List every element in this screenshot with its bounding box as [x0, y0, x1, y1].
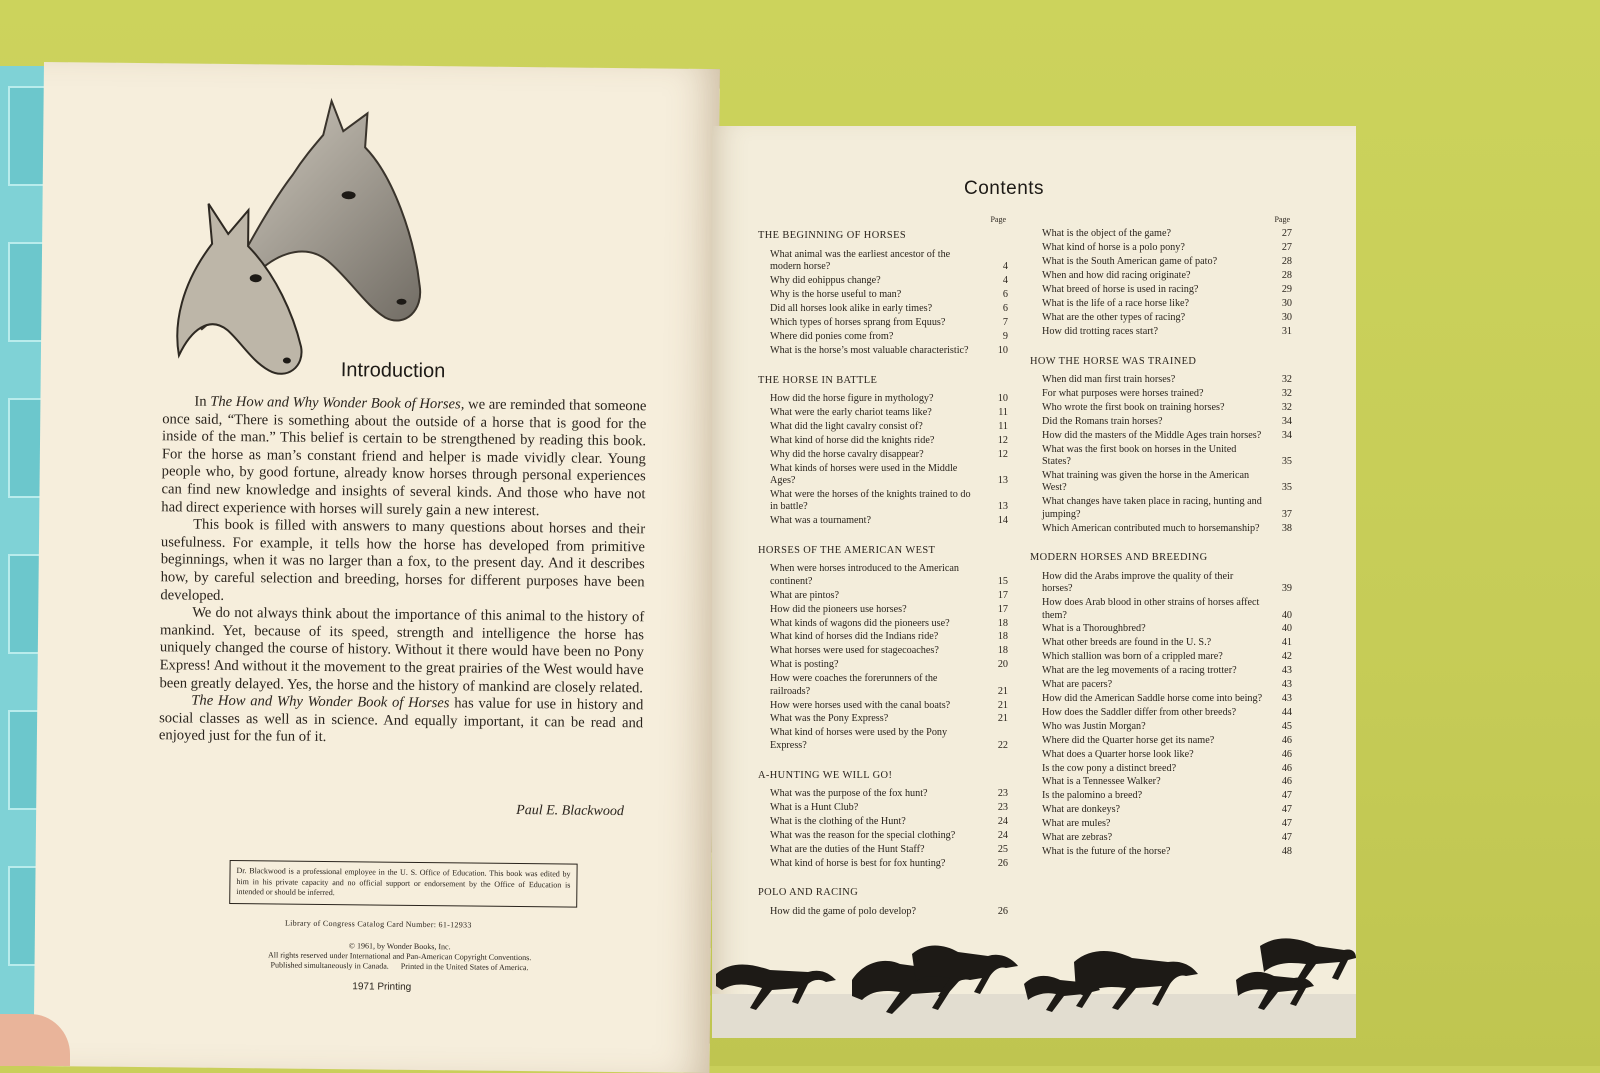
left-page-introduction — [33, 62, 719, 1073]
intro-paragraph — [160, 516, 645, 609]
introduction-heading: Introduction — [340, 359, 446, 383]
intro-text: We do not always think about the importance of this animal to the history of mankind. Yet, because of its speed, strength and intelligence the horse has uniquely changed the course of history. Without it there would have been no Pony Express! And without it the movement to the great prairies of the West would have been greatly delayed. Yes, the horse and the history of mankind are closely related. — [159, 604, 645, 696]
contents-question: When were horses introduced to the American continent? — [770, 563, 959, 587]
contents-question: What is the South American game of pato? — [1042, 256, 1218, 268]
contents-question: Which stallion was born of a crippled mare? — [1042, 651, 1223, 663]
contents-entry[interactable] — [758, 435, 1008, 447]
contents-entry[interactable] — [758, 303, 1008, 315]
contents-entry[interactable] — [758, 645, 1008, 657]
contents-entry[interactable] — [758, 618, 1008, 630]
contents-page-number: 18 — [997, 617, 1008, 629]
copyright-block — [225, 940, 575, 974]
contents-question: Did all horses look alike in early times? — [770, 302, 933, 314]
contents-entry[interactable] — [1030, 312, 1292, 324]
contents-page-number: 4 — [1002, 261, 1008, 273]
section-gap — [1030, 340, 1292, 352]
contents-entry[interactable] — [758, 249, 1008, 274]
contents-question: Why did eohippus change? — [770, 275, 881, 287]
contents-question: What are pacers? — [1042, 679, 1113, 691]
contents-page-number: 21 — [997, 713, 1008, 725]
contents-column-right — [1030, 214, 1292, 860]
contents-page-number: 18 — [997, 645, 1008, 657]
contents-entry[interactable] — [1030, 284, 1292, 296]
contents-question: Why did the horse cavalry disappear? — [770, 448, 924, 460]
contents-question: When and how did racing originate? — [1042, 270, 1191, 282]
contents-question: What is the clothing of the Hunt? — [770, 815, 906, 827]
contents-entry[interactable] — [1030, 832, 1292, 844]
contents-question: What changes have taken place in racing, hunting and jumping? — [1042, 496, 1262, 520]
contents-page-number: 24 — [997, 815, 1008, 827]
contents-question: How does Arab blood in other strains of horses affect them? — [1042, 597, 1260, 621]
contents-page-number: 18 — [997, 631, 1008, 643]
contents-entry[interactable] — [1030, 298, 1292, 310]
contents-question: What was the Pony Express? — [770, 713, 889, 725]
contents-page-number: 46 — [1281, 734, 1292, 746]
contents-page-number: 31 — [1281, 325, 1292, 337]
contents-page-number: 39 — [1281, 583, 1292, 595]
contents-entry[interactable] — [758, 659, 1008, 671]
disclaimer-box: Dr. Blackwood is a professional employee in the U. S. Office of Education. This book was edited by him in his private capacity and no official support or endorsement by the Office of Education is intended or should be inferred. — [229, 860, 577, 907]
contents-entry[interactable] — [1030, 665, 1292, 677]
contents-entry[interactable] — [1030, 763, 1292, 775]
contents-question: What kind of horses did the Indians ride? — [770, 631, 939, 643]
contents-page-number: 12 — [997, 434, 1008, 446]
contents-page-number: 47 — [1281, 832, 1292, 844]
contents-page-number: 30 — [1281, 311, 1292, 323]
contents-entry[interactable] — [1030, 402, 1292, 414]
contents-entry[interactable] — [1030, 651, 1292, 663]
contents-page-number: 47 — [1281, 790, 1292, 802]
contents-entry[interactable] — [1030, 693, 1292, 705]
contents-question: How did the Arabs improve the quality of their horses? — [1042, 570, 1234, 595]
contents-entry[interactable] — [758, 700, 1008, 712]
contents-section-heading: MODERN HORSES AND BREEDING — [1030, 552, 1208, 564]
contents-page-number: 22 — [997, 739, 1008, 751]
contents-question: What was the purpose of the fox hunt? — [770, 788, 928, 800]
contents-entry[interactable] — [1030, 523, 1292, 535]
contents-question: How does the Saddler differ from other breeds? — [1042, 706, 1237, 718]
contents-page-number: 12 — [997, 448, 1008, 460]
contents-question: What animal was the earliest ancestor of the modern horse? — [770, 248, 951, 273]
contents-question: What is a Thoroughbred? — [1042, 623, 1146, 635]
contents-question: How were horses used with the canal boats? — [770, 699, 951, 711]
contents-page-number: 25 — [997, 843, 1008, 855]
contents-page-number: 40 — [1281, 609, 1292, 621]
contents-entry[interactable] — [1030, 571, 1292, 596]
contents-question: What kinds of wagons did the pioneers use? — [770, 617, 950, 629]
contents-question: What were the horses of the knights trained to do in battle? — [770, 488, 971, 513]
contents-page-number: 28 — [1281, 270, 1292, 282]
contents-page-number: 34 — [1281, 429, 1292, 441]
contents-question: How did the game of polo develop? — [770, 905, 916, 917]
contents-page-number: 11 — [998, 406, 1008, 418]
contents-entry[interactable] — [1030, 242, 1292, 254]
contents-section-heading: HORSES OF THE AMERICAN WEST — [758, 545, 936, 557]
contents-entry[interactable] — [758, 463, 1008, 488]
contents-question: What kind of horses were used by the Pony Express? — [770, 727, 948, 751]
contents-section-heading: THE HORSE IN BATTLE — [758, 374, 878, 386]
contents-question: How did the pioneers use horses? — [770, 603, 907, 615]
contents-section-heading: THE BEGINNING OF HORSES — [758, 230, 907, 242]
contents-question: What are donkeys? — [1042, 804, 1121, 816]
copyright-line: Published simultaneously in Canada. Printed in the United States of America. — [270, 960, 529, 973]
contents-page-number: 6 — [1002, 302, 1008, 314]
contents-page-number: 47 — [1281, 818, 1292, 830]
contents-question: What kind of horse is best for fox hunting? — [770, 857, 946, 869]
contents-page-number: 15 — [997, 575, 1008, 587]
intro-text: we are reminded that someone once said, “There is something about the outside of a horse that is good for the inside of the man.” This belief is certain to be strengthened by reading this book. For the horse as man’s constant friend and helper is made vividly clear. Young people who, by good fortune, already know horses through personal experiences can find new knowledge and insights of several kinds. And those who have not had direct experience with horses will surely gain a new interest. — [161, 396, 647, 519]
contents-entry[interactable] — [758, 816, 1008, 828]
contents-page-number: 46 — [1281, 762, 1292, 774]
contents-entry[interactable] — [758, 275, 1008, 287]
contents-page-number: 27 — [1281, 228, 1292, 240]
contents-entry[interactable] — [1030, 228, 1292, 240]
copyright-line: All rights reserved under International and Pan-American Copyright Conventions. — [267, 950, 532, 963]
contents-page-number: 43 — [1281, 665, 1292, 677]
contents-entry[interactable] — [758, 331, 1008, 343]
intro-text: In — [194, 393, 211, 410]
contents-entry[interactable] — [758, 802, 1008, 814]
contents-entry[interactable] — [758, 788, 1008, 800]
contents-entry[interactable] — [1030, 597, 1292, 622]
contents-page-number: 47 — [1281, 804, 1292, 816]
contents-entry[interactable] — [758, 858, 1008, 870]
contents-question: What are the leg movements of a racing trotter? — [1042, 665, 1237, 677]
section-gap — [758, 754, 1008, 766]
contents-question: What did the light cavalry consist of? — [770, 420, 923, 432]
contents-question: Where did the Quarter horse get its name? — [1042, 734, 1215, 746]
contents-entry[interactable] — [1030, 388, 1292, 400]
contents-page-number: 45 — [1281, 720, 1292, 732]
contents-entry[interactable] — [1030, 623, 1292, 635]
contents-entry[interactable] — [1030, 846, 1292, 858]
contents-page-number: 27 — [1281, 242, 1292, 254]
contents-entry[interactable] — [1030, 416, 1292, 428]
contents-entry[interactable] — [1030, 804, 1292, 816]
contents-question: What training was given the horse in the American West? — [1042, 469, 1250, 494]
contents-entry[interactable] — [758, 906, 1008, 918]
contents-entry[interactable] — [1030, 776, 1292, 788]
contents-entry[interactable] — [758, 407, 1008, 419]
contents-page-number: 21 — [997, 699, 1008, 711]
intro-paragraph — [159, 692, 644, 750]
contents-page-number: 20 — [997, 659, 1008, 671]
contents-question: How did the horse figure in mythology? — [770, 392, 934, 404]
contents-page-number: 26 — [997, 857, 1008, 869]
contents-question: What are zebras? — [1042, 832, 1113, 844]
contents-question: What is the object of the game? — [1042, 228, 1171, 240]
contents-page-number: 23 — [997, 788, 1008, 800]
contents-entry[interactable] — [758, 604, 1008, 616]
contents-entry[interactable] — [758, 673, 1008, 698]
section-gap — [758, 359, 1008, 371]
contents-question: What was the reason for the special clothing? — [770, 829, 956, 841]
contents-entry[interactable] — [1030, 679, 1292, 691]
contents-entry[interactable] — [1030, 444, 1292, 469]
contents-page-number: 35 — [1281, 456, 1292, 467]
contents-question: What is a Tennessee Walker? — [1042, 776, 1161, 788]
intro-paragraph — [159, 604, 644, 697]
contents-page-number: 7 — [1002, 316, 1008, 328]
contents-entry[interactable] — [1030, 818, 1292, 830]
contents-entry[interactable] — [1030, 374, 1292, 386]
right-page-contents — [712, 126, 1356, 1038]
contents-question: Is the cow pony a distinct breed? — [1042, 762, 1177, 774]
contents-question: Which types of horses sprang from Equus? — [770, 316, 946, 328]
contents-page-number: 30 — [1281, 297, 1292, 309]
author-signature: Paul E. Blackwood — [516, 802, 624, 820]
contents-question: How did trotting races start? — [1042, 325, 1158, 337]
contents-page-number: 44 — [1281, 706, 1292, 718]
contents-entry[interactable] — [1030, 270, 1292, 282]
contents-page-number: 4 — [1002, 275, 1008, 287]
contents-page-number: 29 — [1281, 284, 1292, 296]
contents-page-number: 11 — [998, 420, 1008, 432]
contents-entry[interactable] — [758, 590, 1008, 602]
contents-question: What kind of horse is a polo pony? — [1042, 242, 1185, 254]
contents-entry[interactable] — [1030, 707, 1292, 719]
contents-question: What was the first book on horses in the United States? — [1042, 443, 1237, 467]
contents-entry[interactable] — [1030, 430, 1292, 442]
contents-question: When did man first train horses? — [1042, 374, 1176, 386]
catalog-number: Library of Congress Catalog Card Number: 61-12933 — [284, 918, 472, 930]
contents-page-number: 32 — [1281, 387, 1292, 399]
contents-entry[interactable] — [758, 563, 1008, 588]
printing-year: 1971 Printing — [352, 981, 412, 993]
contents-page-number: 24 — [997, 829, 1008, 841]
contents-question: What horses were used for stagecoaches? — [770, 645, 939, 657]
contents-entry[interactable] — [758, 317, 1008, 329]
contents-question: What are the duties of the Hunt Staff? — [770, 843, 925, 855]
contents-entry[interactable] — [1030, 256, 1292, 268]
page-number-header: Page — [990, 215, 1006, 224]
contents-entry[interactable] — [1030, 326, 1292, 338]
contents-question: What were the early chariot teams like? — [770, 406, 932, 418]
contents-page-number: 26 — [997, 905, 1008, 917]
contents-question: What is a Hunt Club? — [770, 801, 859, 813]
contents-question: What kind of horse did the knights ride? — [770, 434, 935, 446]
contents-column-left — [758, 214, 1008, 920]
contents-question: What is the horse’s most valuable characteristic? — [770, 344, 969, 356]
contents-section-heading: POLO AND RACING — [758, 887, 859, 899]
contents-entry[interactable] — [1030, 637, 1292, 649]
contents-entry[interactable] — [758, 830, 1008, 842]
contents-entry[interactable] — [758, 345, 1008, 357]
contents-entry[interactable] — [758, 489, 1008, 514]
contents-entry[interactable] — [1030, 735, 1292, 747]
contents-entry[interactable] — [758, 727, 1008, 752]
contents-question: Who wrote the first book on training horses? — [1042, 401, 1225, 413]
contents-page-number: 13 — [997, 474, 1008, 486]
contents-question: What is the future of the horse? — [1042, 845, 1171, 857]
intro-paragraph — [161, 393, 646, 521]
contents-page-number: 14 — [997, 515, 1008, 527]
contents-question: What are mules? — [1042, 818, 1111, 830]
contents-page-number: 46 — [1281, 748, 1292, 760]
section-gap — [758, 871, 1008, 883]
contents-question: What other breeds are found in the U. S.? — [1042, 637, 1212, 649]
contents-question: What is posting? — [770, 659, 839, 671]
contents-page-number: 41 — [1281, 637, 1292, 649]
contents-entry[interactable] — [1030, 496, 1292, 521]
contents-entry[interactable] — [1030, 749, 1292, 761]
contents-entry[interactable] — [758, 515, 1008, 527]
contents-question: What was a tournament? — [770, 515, 871, 527]
book-title-italic: The How and Why Wonder Book of Horses — [191, 692, 450, 712]
contents-entry[interactable] — [1030, 790, 1292, 802]
contents-question: What breed of horse is used in racing? — [1042, 284, 1199, 296]
contents-page-number: 43 — [1281, 679, 1292, 691]
contents-question: Did the Romans train horses? — [1042, 415, 1163, 427]
section-gap — [758, 529, 1008, 541]
contents-page-number: 28 — [1281, 256, 1292, 268]
contents-question: For what purposes were horses trained? — [1042, 387, 1204, 399]
contents-page-number: 32 — [1281, 374, 1292, 386]
contents-page-number: 35 — [1281, 482, 1292, 494]
copyright-line: © 1961, by Wonder Books, Inc. — [348, 941, 451, 952]
contents-page-number: 42 — [1281, 651, 1292, 663]
contents-page-number: 17 — [997, 589, 1008, 601]
contents-page-number: 48 — [1281, 845, 1292, 857]
contents-page-number: 9 — [1002, 330, 1008, 342]
contents-entry[interactable] — [758, 844, 1008, 856]
intro-text: This book is filled with answers to many questions about horses and their usefulness. For example, it tells how the horse has developed from primitive beginnings, when it was no larger than a fox, to the present day. And it describes how, by careful selection and breeding, horses for different purposes have been developed. — [160, 516, 646, 604]
contents-page-number: 23 — [997, 801, 1008, 813]
contents-question: How did the masters of the Middle Ages train horses? — [1042, 429, 1262, 441]
contents-page-number: 17 — [997, 603, 1008, 615]
contents-question: Which American contributed much to horsemanship? — [1042, 522, 1260, 534]
contents-question: Why is the horse useful to man? — [770, 289, 902, 301]
contents-section-heading: A-HUNTING WE WILL GO! — [758, 769, 893, 781]
contents-question: Is the palomino a breed? — [1042, 790, 1143, 802]
contents-question: What does a Quarter horse look like? — [1042, 748, 1194, 760]
contents-page-number: 13 — [997, 501, 1008, 513]
contents-entry[interactable] — [758, 393, 1008, 405]
contents-question: Who was Justin Morgan? — [1042, 720, 1146, 732]
contents-entry[interactable] — [1030, 470, 1292, 495]
contents-entry[interactable] — [1030, 721, 1292, 733]
contents-page-number: 21 — [997, 685, 1008, 697]
contents-entry[interactable] — [758, 289, 1008, 301]
contents-page-number: 38 — [1281, 522, 1292, 534]
contents-entry[interactable] — [758, 713, 1008, 725]
contents-heading: Contents — [964, 178, 1045, 199]
contents-question: What kinds of horses were used in the Middle Ages? — [770, 462, 958, 486]
contents-page-number: 43 — [1281, 693, 1292, 704]
contents-question: What are the other types of racing? — [1042, 311, 1186, 323]
contents-page-number: 37 — [1281, 508, 1292, 520]
contents-page-number: 6 — [1002, 289, 1008, 301]
contents-page-number: 10 — [997, 344, 1008, 356]
contents-entry[interactable] — [758, 449, 1008, 461]
contents-entry[interactable] — [758, 631, 1008, 643]
contents-page-number: 10 — [997, 392, 1008, 404]
book-title-italic: The How and Why Wonder Book of Horses, — [210, 393, 465, 413]
horse-heads-illustration — [151, 93, 454, 396]
contents-page-number: 46 — [1281, 776, 1292, 788]
contents-question: How were coaches the forerunners of the railroads? — [770, 673, 938, 697]
introduction-body — [159, 393, 647, 750]
contents-entry[interactable] — [758, 421, 1008, 433]
galloping-horses-silhouette — [712, 934, 1356, 1038]
page-number-header: Page — [1274, 215, 1290, 224]
contents-page-number: 34 — [1281, 415, 1292, 427]
intro-text: has value for use in history and social classes as well as in science. And equally important, it can be read and enjoyed just for the fun of it. — [158, 695, 644, 746]
contents-question: Where did ponies come from? — [770, 330, 894, 342]
contents-question: What is the life of a race horse like? — [1042, 297, 1190, 309]
contents-section-heading: HOW THE HORSE WAS TRAINED — [1030, 355, 1197, 367]
section-gap — [1030, 536, 1292, 548]
contents-question: How did the American Saddle horse come into being? — [1042, 693, 1263, 704]
contents-question: What are pintos? — [770, 589, 840, 601]
contents-page-number: 32 — [1281, 401, 1292, 413]
contents-page-number: 40 — [1281, 623, 1292, 635]
